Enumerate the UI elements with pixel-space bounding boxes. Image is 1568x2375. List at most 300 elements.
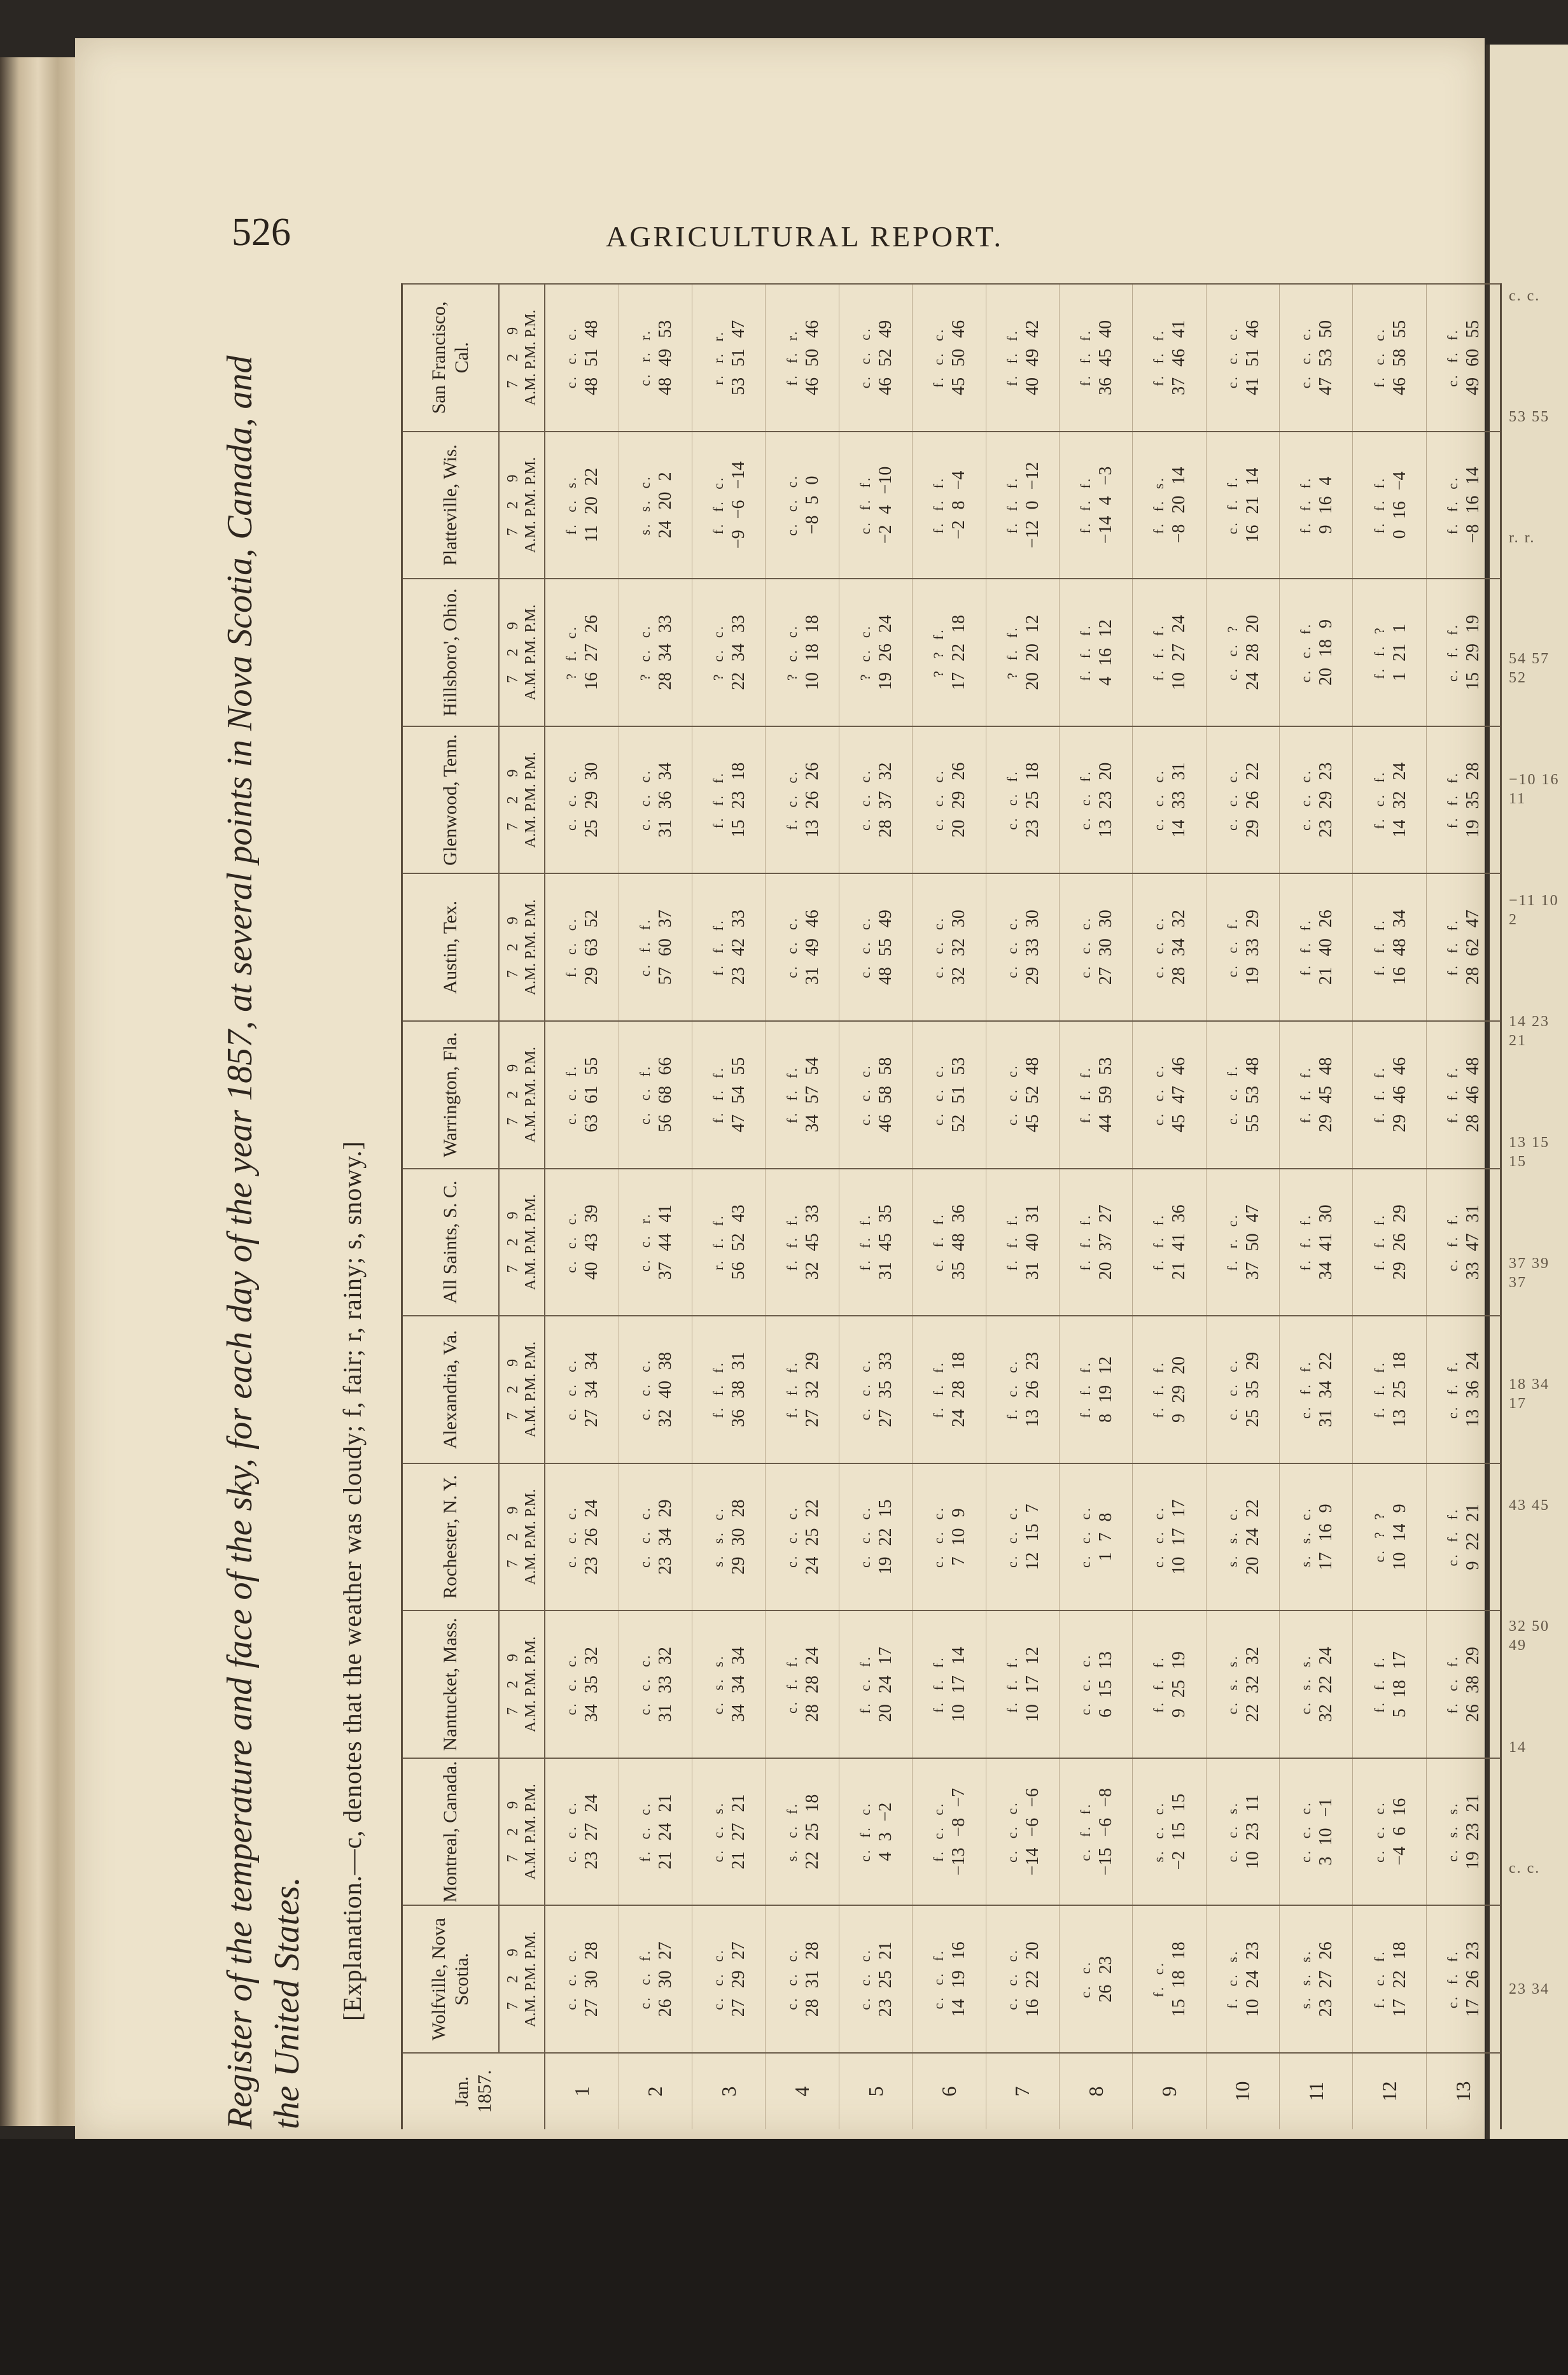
observation-cell (766, 1021, 839, 1169)
temperatures: 56 52 43 (729, 1204, 749, 1280)
sky-codes: c. f. f. (1445, 623, 1461, 682)
observation-cell (545, 873, 619, 1021)
temperatures: 6 15 13 (1096, 1651, 1116, 1718)
facing-page-fragment: 14 (1509, 1739, 1527, 1756)
temperatures: 9 29 20 (1169, 1356, 1189, 1423)
running-header: AGRICULTURAL REPORT. (606, 220, 1004, 253)
temperatures: 22 25 18 (802, 1794, 822, 1870)
sky-codes: f. f. f. (1004, 476, 1020, 534)
sky-codes: s. c. f. (783, 1802, 800, 1862)
sky-codes: f. f. f. (1298, 476, 1314, 534)
temperatures: 27 32 29 (802, 1351, 822, 1427)
observation-cell (1206, 1169, 1279, 1316)
sky-codes: c. r. r. (636, 329, 653, 386)
sky-codes: c. c. c. (1004, 916, 1020, 978)
temperatures: 56 68 66 (655, 1057, 675, 1132)
observation-cell (1353, 1021, 1426, 1169)
observation-cell (1133, 1463, 1206, 1611)
sky-codes: f. f. f. (710, 1361, 727, 1418)
observation-cell (619, 579, 692, 726)
sky-codes: c. c. c. (563, 327, 580, 389)
temperatures: 23 27 24 (582, 1794, 602, 1870)
sky-codes: r. r. r. (710, 330, 727, 385)
observation-cell (692, 1169, 766, 1316)
observation-cell (545, 1169, 619, 1316)
sky-codes: c. c. c. (563, 1506, 580, 1568)
sky-codes: f. c. c. (636, 1801, 653, 1862)
temperatures: 32 22 24 (1316, 1647, 1336, 1723)
observation-cell (766, 873, 839, 1021)
sky-codes: f. f. f. (783, 1361, 800, 1418)
temperatures: 15 18 18 (1169, 1942, 1189, 2017)
observation-cell (1279, 1021, 1352, 1169)
observation-cell (619, 726, 692, 874)
observation-cell (1426, 1169, 1501, 1316)
observation-cell (766, 432, 839, 579)
sky-codes: f. f. f. (1004, 329, 1020, 386)
sky-codes: c. c. c. (783, 474, 800, 536)
temperatures: 14 33 31 (1169, 762, 1189, 838)
temperatures: 23 26 24 (582, 1499, 602, 1575)
temperatures: 10 17 17 (1169, 1499, 1189, 1575)
temperatures: 11 20 22 (582, 467, 602, 542)
sky-codes: f. f. f. (1371, 1213, 1387, 1271)
temperatures: 10 18 18 (802, 615, 822, 691)
sky-codes: c. s. s. (1298, 1654, 1314, 1715)
temperatures: 20 37 27 (1096, 1204, 1116, 1280)
observation-cell (986, 1021, 1059, 1169)
observation-cell (913, 1316, 986, 1463)
observation-cell (619, 1316, 692, 1463)
sky-codes: c. c. c. (636, 769, 653, 831)
observation-cell (839, 1463, 912, 1611)
sky-codes: c. c. f. (1224, 917, 1240, 978)
temperatures: 5 18 17 (1389, 1651, 1410, 1718)
facing-page-fragment: 53 55 (1509, 409, 1550, 425)
observation-cell (1133, 726, 1206, 874)
station-header: Glenwood, Tenn. (402, 726, 500, 874)
observation-cell (1279, 726, 1352, 874)
observation-cell (913, 1758, 986, 1906)
observation-cell (1206, 1021, 1279, 1169)
observation-cell (986, 432, 1059, 579)
temperatures: 13 26 26 (802, 762, 822, 838)
temperatures: 3 10 −1 (1316, 1798, 1336, 1866)
temperatures: 15 23 18 (729, 762, 749, 838)
observation-cell (1426, 1021, 1501, 1169)
sky-codes: c. c. c. (857, 1064, 873, 1126)
sky-codes: c. c. c. (1077, 1653, 1094, 1716)
temperatures: 21 27 21 (729, 1794, 749, 1870)
observation-cell (839, 432, 912, 579)
sky-codes: f. f. s. (1151, 476, 1167, 534)
sky-codes: f. f. f. (1298, 1066, 1314, 1124)
temperatures: 63 61 55 (582, 1057, 602, 1132)
temperatures: 28 31 28 (802, 1942, 822, 2017)
temperatures: 26 38 29 (1463, 1647, 1483, 1723)
temperatures: 55 53 48 (1242, 1057, 1263, 1132)
photo-bottom-shadow (0, 2139, 1568, 2375)
temperatures: 20 24 17 (876, 1647, 895, 1723)
sky-codes: c. c. c. (857, 769, 873, 831)
observation-cell (1206, 1905, 1279, 2053)
hours-label: 7 2 9 A.M. P.M. P.M. (499, 1169, 545, 1316)
sky-codes: f. f. f. (1371, 1361, 1387, 1418)
observation-cell (1133, 1758, 1206, 1906)
observation-cell (1059, 1758, 1132, 1906)
sky-codes: f. f. f. (1371, 476, 1387, 534)
sky-codes: c. c. c. (563, 1653, 580, 1716)
temperatures: 1 21 1 (1389, 624, 1410, 682)
temperatures: 4 16 12 (1096, 619, 1116, 686)
observation-cell (839, 1021, 912, 1169)
table-row (839, 284, 912, 2129)
sky-codes: f. f. f. (930, 476, 947, 534)
observation-cell (1059, 284, 1132, 432)
temperatures: 9 25 19 (1169, 1651, 1189, 1718)
station-header: Wolfville, Nova Scotia. (402, 1905, 500, 2053)
day-number: 8 (1059, 2053, 1132, 2129)
sky-codes: f. f. f. (1151, 1656, 1167, 1713)
observation-cell (619, 1463, 692, 1611)
temperatures: 25 35 29 (1242, 1351, 1263, 1427)
observation-cell (692, 1021, 766, 1169)
temperatures: 23 42 33 (729, 910, 749, 985)
observation-cell (545, 1021, 619, 1169)
sky-codes: c. c. c. (1151, 1506, 1167, 1568)
temperatures: 4 3 −2 (876, 1802, 895, 1861)
observation-cell (1279, 873, 1352, 1021)
observation-cell (839, 726, 912, 874)
observation-cell (1353, 1463, 1426, 1611)
sky-codes: c. c. c. (930, 769, 947, 831)
observation-cell (913, 432, 986, 579)
observation-cell (1206, 579, 1279, 726)
station-header-row (402, 284, 500, 2129)
temperatures: 35 48 36 (949, 1204, 969, 1280)
sky-codes: c. c. c. (1004, 1506, 1020, 1568)
observation-cell (1133, 1021, 1206, 1169)
sky-codes: c. f. f. (783, 1655, 800, 1714)
table-row (692, 284, 766, 2129)
observation-cell (1426, 1316, 1501, 1463)
temperatures: 45 47 46 (1169, 1057, 1189, 1132)
observation-cell (839, 1610, 912, 1758)
temperatures: 31 34 22 (1316, 1351, 1336, 1427)
observation-cell (1353, 873, 1426, 1021)
sky-codes: f. f. f. (1077, 329, 1094, 386)
temperatures: −9 −6 −14 (729, 461, 749, 549)
temperatures: 46 58 58 (876, 1057, 895, 1132)
sky-codes: c. s. s. (1445, 1801, 1461, 1862)
temperatures: −4 6 16 (1389, 1798, 1410, 1866)
sky-codes: c. c. c. (857, 916, 873, 978)
observation-cell (839, 873, 912, 1021)
observation-cell (1279, 1905, 1352, 2053)
temperatures: 28 46 48 (1463, 1057, 1483, 1132)
temperatures: 19 33 29 (1242, 910, 1263, 985)
sky-codes: c. c. c. (930, 916, 947, 978)
temperatures: 9 16 4 (1316, 476, 1336, 534)
temperatures: 17 22 18 (1389, 1942, 1410, 2017)
observation-cell (1133, 1905, 1206, 2053)
hours-label: 7 2 9 A.M. P.M. P.M. (499, 432, 545, 579)
sky-codes: c. c. f. (1004, 770, 1020, 830)
hours-label: 7 2 9 A.M. P.M. P.M. (499, 1463, 545, 1611)
sky-codes: f. f. f. (1077, 1066, 1094, 1124)
table-row (986, 284, 1059, 2129)
temperatures: 32 40 38 (655, 1351, 675, 1427)
observation-cell (1133, 284, 1206, 432)
temperatures: 31 49 46 (802, 910, 822, 985)
temperatures: 53 51 47 (729, 320, 749, 395)
temperatures: 28 28 24 (802, 1647, 822, 1723)
temperatures: 26 23 (1096, 1956, 1116, 2003)
temperatures: 27 30 28 (582, 1942, 602, 2017)
day-number: 2 (619, 2053, 692, 2129)
temperatures: 21 40 26 (1316, 910, 1336, 985)
temperatures: 10 14 9 (1389, 1504, 1410, 1570)
table-row (1133, 284, 1206, 2129)
observation-cell (1353, 1758, 1426, 1906)
observation-cell (1206, 432, 1279, 579)
temperatures: 29 26 22 (1242, 762, 1263, 838)
observation-cell (986, 284, 1059, 432)
temperatures: −15 −6 −8 (1096, 1787, 1116, 1876)
table-row (1206, 284, 1279, 2129)
hours-label: 7 2 9 A.M. P.M. P.M. (499, 726, 545, 874)
sky-codes: c. c. f. (1298, 622, 1314, 683)
temperatures: 21 24 21 (655, 1794, 675, 1870)
temperatures: 10 24 23 (1242, 1942, 1263, 2017)
temperatures: 28 37 32 (876, 762, 895, 838)
observation-cell (766, 1169, 839, 1316)
temperatures: −2 15 15 (1169, 1793, 1189, 1870)
station-header: San Francisco, Cal. (402, 284, 500, 432)
temperatures: 31 40 31 (1022, 1204, 1042, 1280)
temperatures: 7 10 9 (949, 1508, 969, 1566)
temperatures: 16 27 26 (582, 615, 602, 691)
day-number: 6 (913, 2053, 986, 2129)
day-number: 9 (1133, 2053, 1206, 2129)
sky-codes: c. c. c. (930, 1064, 947, 1126)
observation-cell (1353, 726, 1426, 874)
observation-cell (766, 579, 839, 726)
sky-codes: c. c. c. (857, 327, 873, 389)
temperatures: 20 24 22 (1242, 1499, 1263, 1575)
sky-codes: f. f. f. (1004, 1213, 1020, 1271)
observation-cell (545, 1610, 619, 1758)
temperatures: 16 22 20 (1022, 1942, 1042, 2017)
sky-codes: f. c. c. (930, 1801, 947, 1862)
sky-codes: c. f. f. (1445, 1360, 1461, 1419)
temperatures: 17 26 23 (1463, 1942, 1483, 2017)
observation-cell (839, 1758, 912, 1906)
observation-cell (1279, 579, 1352, 726)
table-row (619, 284, 692, 2129)
sky-codes: c. c. c. (710, 1948, 727, 2010)
hours-label: 7 2 9 A.M. P.M. P.M. (499, 1021, 545, 1169)
temperatures: 19 23 21 (1463, 1794, 1483, 1870)
facing-page-fragment: 54 57 52 (1509, 651, 1550, 686)
sky-codes: f. c. s. (1224, 1949, 1240, 2009)
sky-codes: c. c. f. (563, 1064, 580, 1125)
temperatures: 28 34 33 (655, 615, 675, 691)
observation-cell (1059, 579, 1132, 726)
temperatures: 29 46 46 (1389, 1057, 1410, 1132)
sky-codes: ? ? f. (930, 628, 947, 677)
temperatures: −8 20 14 (1169, 467, 1189, 544)
temperatures: 34 35 32 (582, 1647, 602, 1723)
observation-cell (913, 1610, 986, 1758)
sky-codes: c. c. c. (1224, 327, 1240, 389)
temperatures: 23 27 26 (1316, 1942, 1336, 2017)
hours-label: 7 2 9 A.M. P.M. P.M. (499, 1316, 545, 1463)
temperatures: 8 19 12 (1096, 1356, 1116, 1423)
table-title: Register of the temperature and face of the sky, for each day of the year 1857, at several points in Nova Scotia, Canada, and the United States. (220, 355, 307, 2129)
observation-cell (619, 1021, 692, 1169)
observation-cell (1426, 1463, 1501, 1611)
sky-codes: c. f. f. (1445, 1213, 1461, 1272)
observation-cell (913, 1463, 986, 1611)
sky-codes: c. c. c. (1371, 1801, 1387, 1863)
date-header: Jan. 1857. (402, 2053, 545, 2129)
facing-page-fragment: c. c. (1509, 1860, 1541, 1877)
sky-codes: c. c. c. (563, 1211, 580, 1273)
sky-codes: f. f. f. (1445, 1066, 1461, 1124)
observation-cell (1426, 579, 1501, 726)
temperatures: 22 32 32 (1242, 1647, 1263, 1723)
sky-codes: c. c. c. (783, 1506, 800, 1568)
observation-cell (1426, 1610, 1501, 1758)
sky-codes: c. c. c. (857, 1506, 873, 1568)
sky-codes: c. c. f. (636, 1949, 653, 2010)
sky-codes: f. f. f. (710, 1066, 727, 1124)
temperatures: 23 25 18 (1022, 762, 1042, 838)
sky-codes: ? f. f. (1004, 626, 1020, 679)
temperatures: 31 36 34 (655, 762, 675, 838)
sky-codes: c. c. c. (1004, 1064, 1020, 1126)
hours-label: 7 2 9 A.M. P.M. P.M. (499, 1758, 545, 1906)
observation-cell (986, 726, 1059, 874)
sky-codes: c. c. c. (636, 1358, 653, 1421)
sky-codes: f. f. f. (1371, 1656, 1387, 1713)
table-row (1353, 284, 1426, 2129)
temperatures: 31 45 35 (876, 1204, 895, 1280)
observation-cell (1206, 726, 1279, 874)
temperatures: 23 29 23 (1316, 762, 1336, 838)
temperatures: 31 33 32 (655, 1647, 675, 1723)
sky-codes: f. c. f. (857, 1655, 873, 1714)
observation-cell (986, 579, 1059, 726)
temperatures: 10 27 24 (1169, 615, 1189, 691)
facing-page-fragment: r. r. (1509, 530, 1536, 546)
observation-cell (1059, 1316, 1132, 1463)
temperatures: 19 35 28 (1463, 762, 1483, 838)
sky-codes: f. c. (1151, 1961, 1167, 1998)
temperatures: 29 30 28 (729, 1499, 749, 1575)
observation-cell (1059, 432, 1132, 579)
observation-cell (1133, 873, 1206, 1021)
observation-cell (1426, 1905, 1501, 2053)
sky-codes: c. c. c. (636, 1653, 653, 1716)
temperatures: 15 29 19 (1463, 615, 1483, 691)
sky-codes: f. f. c. (710, 476, 727, 535)
sky-codes: f. c. c. (1371, 327, 1387, 388)
sky-codes: c. c. s. (1224, 1801, 1240, 1863)
observation-cell (619, 1758, 692, 1906)
sky-codes: f. f. f. (1151, 1361, 1167, 1418)
hours-label: 7 2 9 A.M. P.M. P.M. (499, 579, 545, 726)
observation-cell (1206, 1758, 1279, 1906)
sky-codes: c. c. c. (563, 1801, 580, 1863)
observation-cell (692, 873, 766, 1021)
table-row (1426, 284, 1501, 2129)
day-number: 11 (1279, 2053, 1352, 2129)
hours-label: 7 2 9 A.M. P.M. P.M. (499, 284, 545, 432)
observation-cell (1059, 726, 1132, 874)
sky-codes: s. s. c. (636, 475, 653, 535)
sky-codes: f. f. f. (930, 1361, 947, 1418)
sky-codes: f. f. ? (1371, 626, 1387, 679)
observation-cell (545, 1758, 619, 1906)
observation-cell (913, 1021, 986, 1169)
temperatures: 19 22 15 (876, 1499, 895, 1575)
book-spine (0, 57, 76, 2126)
observation-cell (1426, 873, 1501, 1021)
observation-cell (1279, 1758, 1352, 1906)
temperatures: −2 8 −4 (949, 470, 969, 540)
sky-codes: f. f. f. (1298, 1213, 1314, 1271)
temperatures: 13 23 20 (1096, 762, 1116, 838)
temperatures: 46 58 55 (1389, 320, 1410, 395)
sky-codes: f. c. c. (783, 770, 800, 830)
temperatures: 46 52 49 (876, 320, 895, 395)
sky-codes: c. c. s. (710, 1801, 727, 1863)
temperatures: 40 49 42 (1022, 320, 1042, 395)
observation-cell (1206, 1316, 1279, 1463)
facing-page-fragment: 14 23 21 (1509, 1013, 1550, 1049)
station-header: Warrington, Fla. (402, 1021, 500, 1169)
facing-page-fragment: −11 10 2 (1509, 892, 1559, 928)
observation-cell (1426, 1758, 1501, 1906)
temperatures: 32 32 30 (949, 910, 969, 985)
sky-codes: c. f. f. (1445, 1507, 1461, 1567)
sky-codes: c. s. s. (1224, 1654, 1240, 1715)
temperatures: 36 38 31 (729, 1351, 749, 1427)
observation-cell (839, 1905, 912, 2053)
temperatures: 13 36 24 (1463, 1351, 1483, 1427)
rotated-table-block (216, 283, 1527, 2129)
temperatures: 20 29 26 (949, 762, 969, 838)
sky-codes: f. f. f. (1445, 771, 1461, 829)
facing-page-fragment: 13 15 15 (1509, 1134, 1550, 1170)
table-row (766, 284, 839, 2129)
observation-cell (1133, 1169, 1206, 1316)
observation-cell (766, 284, 839, 432)
temperatures: 27 34 34 (582, 1351, 602, 1427)
temperatures: 34 57 54 (802, 1057, 822, 1132)
day-number: 5 (839, 2053, 912, 2129)
sky-codes: s. s. c. (1224, 1507, 1240, 1567)
temperatures: 14 19 16 (949, 1942, 969, 2017)
sky-codes: c. c. c. (1224, 769, 1240, 831)
sky-codes: c. c. c. (783, 1948, 800, 2010)
temperatures: 28 34 32 (1169, 910, 1189, 985)
observation-cell (692, 1316, 766, 1463)
sky-codes: f. f. f. (1077, 1361, 1094, 1418)
temperatures: −2 4 −10 (876, 466, 895, 544)
